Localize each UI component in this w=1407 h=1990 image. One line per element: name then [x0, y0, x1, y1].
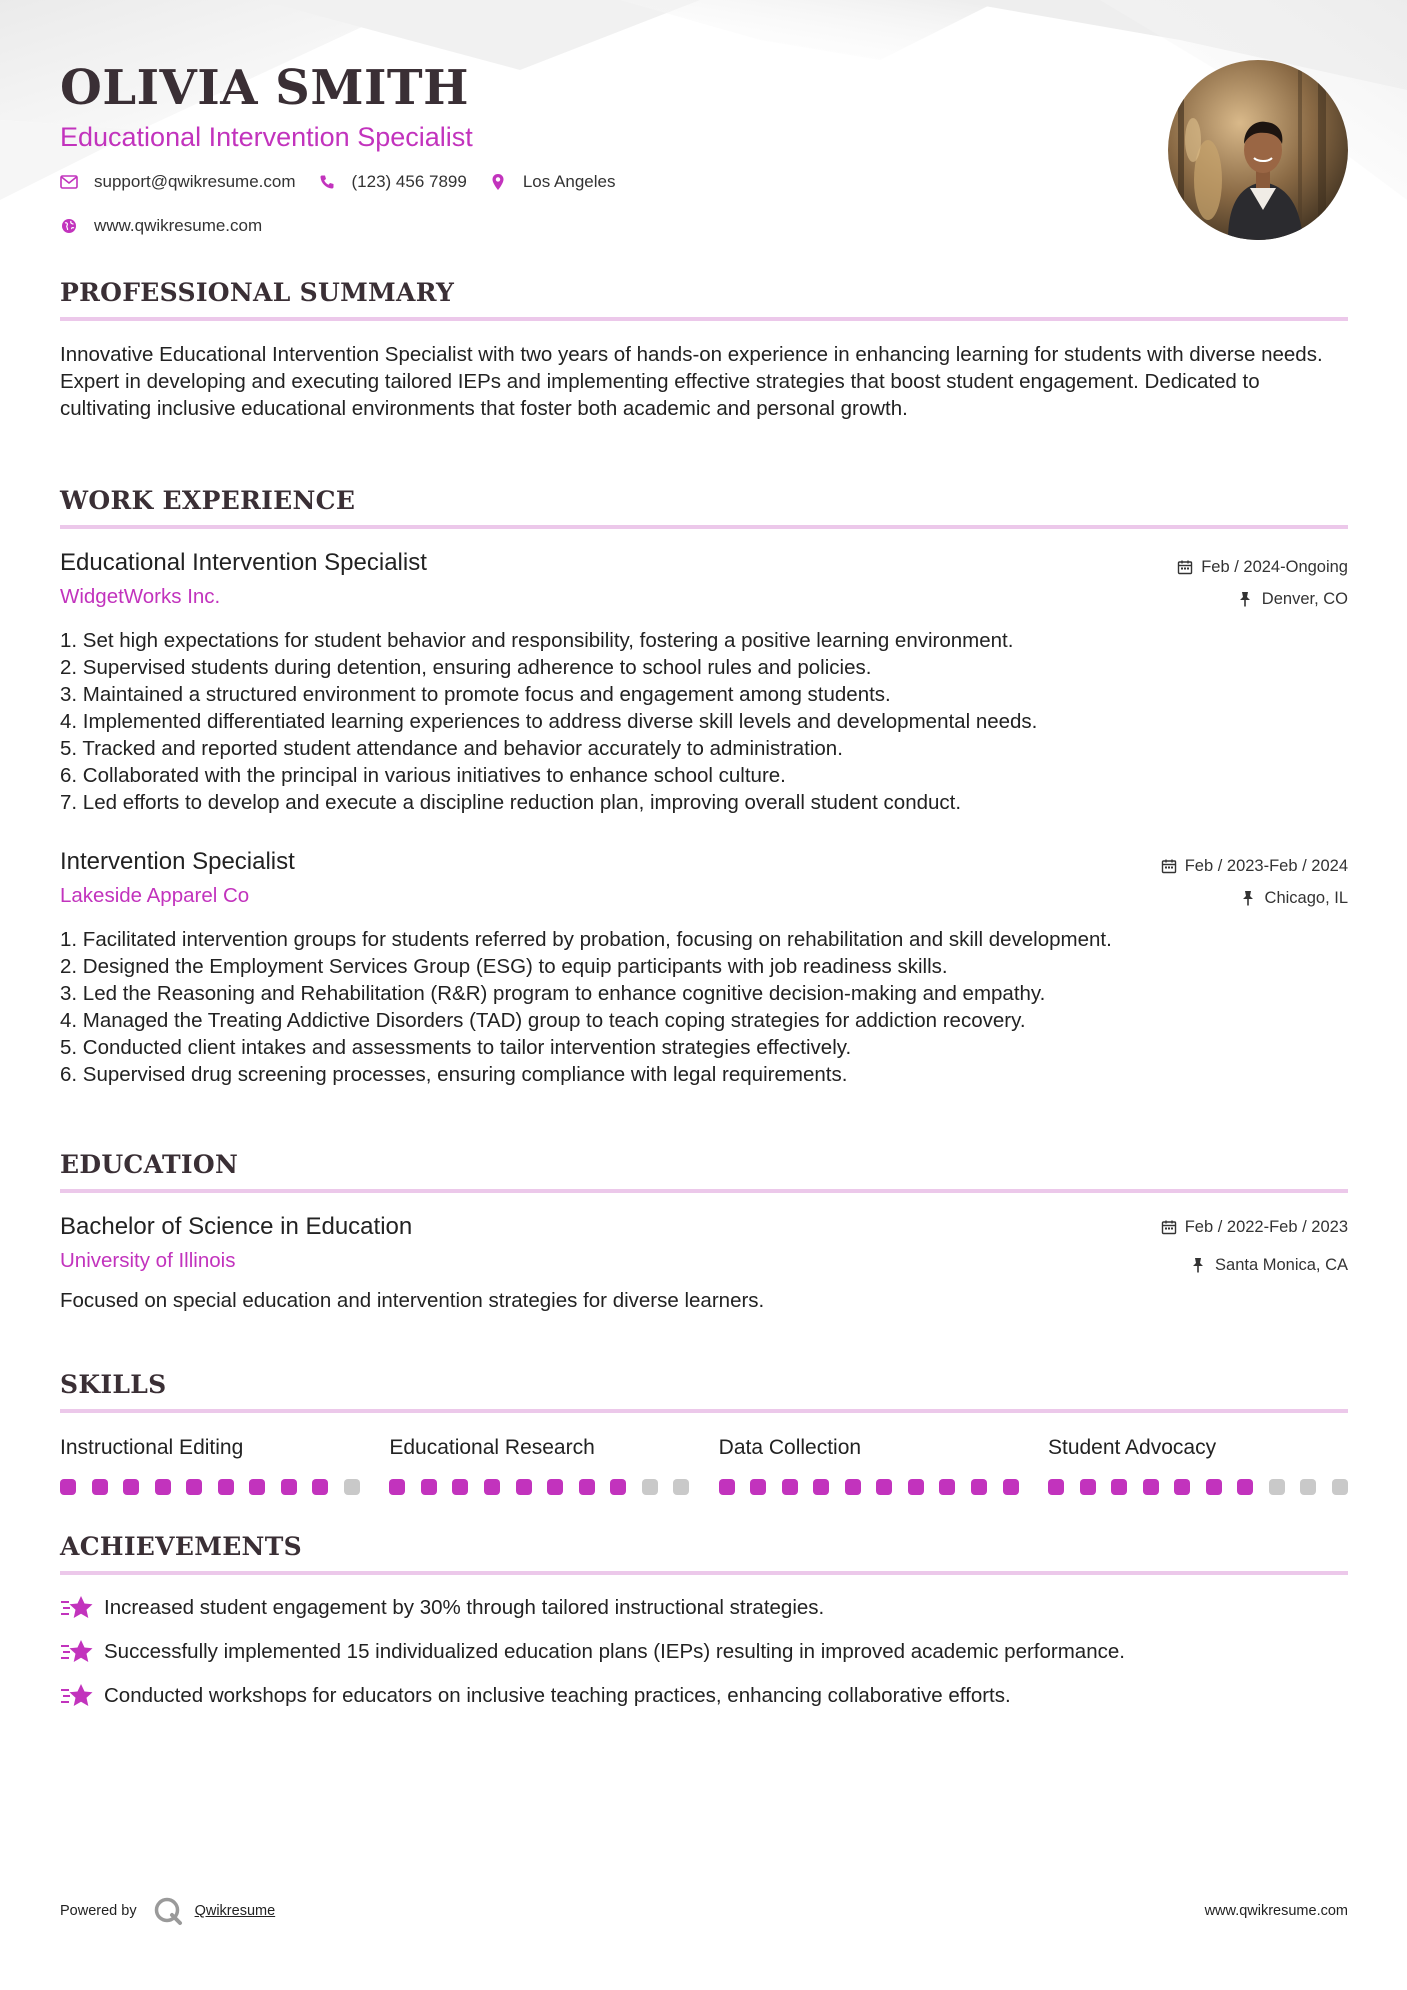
skill-dot-filled	[92, 1479, 108, 1495]
summary-section	[60, 278, 1348, 422]
skill-item	[60, 1435, 360, 1495]
job-bullet: 2. Designed the Employment Services Group (ESG) to equip participants with job readiness skills.	[60, 955, 948, 978]
job-location-text: Chicago, IL	[1264, 888, 1348, 907]
phone-icon	[318, 173, 336, 191]
skill-item	[719, 1435, 1019, 1495]
achievement-text: Successfully implemented 15 individualized education plans (IEPs) resulting in improved academic performance.	[104, 1640, 1125, 1663]
skill-dot-filled	[1080, 1479, 1096, 1495]
achievement-item	[60, 1637, 1348, 1667]
job-location	[1177, 587, 1348, 611]
powered-by	[60, 1896, 275, 1926]
job-location-text: Denver, CO	[1261, 589, 1348, 608]
website-text: www.qwikresume.com	[94, 216, 263, 235]
pushpin-icon	[1191, 1257, 1207, 1273]
education-section	[60, 1150, 1348, 1314]
brand-link[interactable]: Qwikresume	[194, 1903, 276, 1919]
job-bullet: 5. Conducted client intakes and assessments to tailor intervention strategies effectively.	[60, 1036, 852, 1059]
skill-dot-filled	[610, 1479, 626, 1495]
map-pin-icon	[489, 173, 507, 191]
email-text: support@qwikresume.com	[94, 172, 296, 191]
skill-rating	[389, 1479, 689, 1495]
skills-section	[60, 1370, 1348, 1495]
skill-dot-filled	[845, 1479, 861, 1495]
skill-dot-filled	[1206, 1479, 1222, 1495]
job-company: Lakeside Apparel Co	[60, 884, 250, 907]
skill-item	[389, 1435, 689, 1495]
school-name: University of Illinois	[60, 1249, 236, 1272]
contact-location	[489, 172, 616, 192]
skill-dot-filled	[312, 1479, 328, 1495]
skill-dot-filled	[155, 1479, 171, 1495]
skill-dot-filled	[547, 1479, 563, 1495]
education-meta	[1161, 1215, 1348, 1277]
skill-dot-filled	[484, 1479, 500, 1495]
skill-dot-filled	[281, 1479, 297, 1495]
skill-dot-filled	[1048, 1479, 1064, 1495]
work-experience-section	[60, 486, 1348, 1088]
job-bullet: 3. Maintained a structured environment to promote focus and engagement among students.	[60, 683, 891, 706]
phone-text: (123) 456 7899	[351, 172, 467, 191]
skill-dot-filled	[1237, 1479, 1253, 1495]
footer-website[interactable]: www.qwikresume.com	[1204, 1903, 1348, 1919]
skill-dot-filled	[452, 1479, 468, 1495]
summary-heading: PROFESSIONAL SUMMARY	[60, 278, 1348, 321]
skill-dot-empty	[1300, 1479, 1316, 1495]
footer	[60, 1896, 1348, 1926]
skills-grid	[60, 1435, 1348, 1495]
job-bullets	[60, 627, 1348, 816]
achievement-item	[60, 1593, 1348, 1623]
education-dates-text: Feb / 2022-Feb / 2023	[1184, 1217, 1348, 1236]
job-dates	[1161, 854, 1348, 878]
job-bullet: 2. Supervised students during detention, ensuring adherence to school rules and policies.	[60, 656, 872, 679]
job-bullet: 3. Led the Reasoning and Rehabilitation (R&R) program to enhance cognitive decision-making and empathy.	[60, 982, 1046, 1005]
job-entry	[60, 846, 1348, 1088]
job-dates-text: Feb / 2023-Feb / 2024	[1184, 856, 1348, 875]
skill-dot-filled	[719, 1479, 735, 1495]
skill-dot-empty	[642, 1479, 658, 1495]
education-heading: EDUCATION	[60, 1150, 1348, 1193]
qwikresume-logo-icon	[153, 1896, 183, 1926]
skill-dot-filled	[813, 1479, 829, 1495]
candidate-title: Educational Intervention Specialist	[60, 122, 473, 152]
job-entry	[60, 547, 1348, 816]
job-location	[1161, 886, 1348, 910]
skill-dot-filled	[123, 1479, 139, 1495]
job-bullet: 5. Tracked and reported student attendance and behavior accurately to administration.	[60, 737, 843, 760]
skill-rating	[719, 1479, 1019, 1495]
achievements-list	[60, 1593, 1348, 1711]
skill-dot-filled	[249, 1479, 265, 1495]
profile-photo	[1168, 60, 1348, 240]
pushpin-icon	[1238, 591, 1254, 607]
contact-row-web	[60, 216, 637, 236]
skill-dot-filled	[60, 1479, 76, 1495]
skill-name: Educational Research	[389, 1436, 595, 1459]
education-location-text: Santa Monica, CA	[1215, 1255, 1348, 1274]
contact-row	[60, 172, 637, 192]
contact-phone[interactable]	[318, 172, 467, 192]
skill-dot-filled	[579, 1479, 595, 1495]
achievement-text: Conducted workshops for educators on inclusive teaching practices, enhancing collaborative efforts.	[104, 1684, 1011, 1707]
skill-dot-empty	[1332, 1479, 1348, 1495]
skill-dot-filled	[186, 1479, 202, 1495]
globe-icon	[60, 217, 78, 235]
skill-dot-filled	[389, 1479, 405, 1495]
contact-website[interactable]	[60, 216, 262, 236]
job-bullet: 6. Collaborated with the principal in various initiatives to enhance school culture.	[60, 764, 786, 787]
skill-dot-filled	[1111, 1479, 1127, 1495]
skill-rating	[60, 1479, 360, 1495]
calendar-icon	[1161, 858, 1177, 874]
achievements-section	[60, 1532, 1348, 1711]
skill-dot-filled	[218, 1479, 234, 1495]
contact-email[interactable]	[60, 172, 296, 192]
achievements-heading: ACHIEVEMENTS	[60, 1532, 1348, 1575]
job-company: WidgetWorks Inc.	[60, 585, 221, 608]
skill-dot-filled	[750, 1479, 766, 1495]
achievement-item	[60, 1681, 1348, 1711]
job-bullet: 6. Supervised drug screening processes, ensuring compliance with legal requirements.	[60, 1063, 848, 1086]
job-meta	[1177, 555, 1348, 611]
job-bullet: 4. Implemented differentiated learning experiences to address diverse skill levels and developmental needs.	[60, 710, 1038, 733]
skill-dot-filled	[908, 1479, 924, 1495]
job-bullet: 1. Set high expectations for student behavior and responsibility, fostering a positive learning environment.	[60, 629, 1014, 652]
job-meta	[1161, 854, 1348, 910]
skill-item	[1048, 1435, 1348, 1495]
calendar-icon	[1177, 559, 1193, 575]
skill-dot-filled	[876, 1479, 892, 1495]
job-title: Educational Intervention Specialist	[60, 549, 427, 576]
skill-dot-filled	[516, 1479, 532, 1495]
job-bullets	[60, 926, 1348, 1088]
star-icon	[60, 1593, 94, 1623]
job-bullet: 1. Facilitated intervention groups for students referred by probation, focusing on rehabilitation and skill development.	[60, 928, 1112, 951]
summary-text: Innovative Educational Intervention Specialist with two years of hands-on experience in enhancing learning for students with diverse needs. Expert in developing and executing tailored IEPs and implementing effective strategies that boost student engagement. Dedicated to cultivating inclusive educational environments that foster both academic and personal growth.	[60, 343, 1323, 420]
education-dates	[1161, 1215, 1348, 1239]
skill-name: Data Collection	[718, 1436, 862, 1459]
pushpin-icon	[1241, 890, 1257, 906]
skill-dot-filled	[421, 1479, 437, 1495]
skill-dot-filled	[1143, 1479, 1159, 1495]
skills-heading: SKILLS	[60, 1370, 1348, 1413]
job-dates	[1177, 555, 1348, 579]
education-location	[1161, 1253, 1348, 1277]
job-dates-text: Feb / 2024-Ongoing	[1201, 557, 1348, 576]
resume-header	[60, 58, 637, 236]
skill-dot-filled	[782, 1479, 798, 1495]
calendar-icon	[1161, 1219, 1177, 1235]
candidate-name: OLIVIA SMITH	[60, 60, 469, 116]
star-icon	[60, 1637, 94, 1667]
job-title: Intervention Specialist	[60, 848, 295, 875]
work-heading: WORK EXPERIENCE	[60, 486, 1348, 529]
achievement-text: Increased student engagement by 30% through tailored instructional strategies.	[104, 1596, 825, 1619]
skill-dot-filled	[939, 1479, 955, 1495]
location-text: Los Angeles	[522, 172, 616, 191]
job-bullet: 7. Led efforts to develop and execute a discipline reduction plan, improving overall student conduct.	[60, 791, 962, 814]
skill-rating	[1048, 1479, 1348, 1495]
skill-dot-filled	[971, 1479, 987, 1495]
skill-dot-filled	[1174, 1479, 1190, 1495]
skill-dot-empty	[344, 1479, 360, 1495]
education-description: Focused on special education and intervention strategies for diverse learners.	[60, 1289, 765, 1312]
education-entry	[60, 1211, 1348, 1314]
skill-dot-filled	[1003, 1479, 1019, 1495]
skill-name: Student Advocacy	[1047, 1436, 1217, 1459]
skill-dot-empty	[673, 1479, 689, 1495]
skill-name: Instructional Editing	[60, 1436, 244, 1459]
envelope-icon	[60, 173, 78, 191]
powered-by-label: Powered by	[60, 1903, 137, 1919]
job-bullet: 4. Managed the Treating Addictive Disorders (TAD) group to teach coping strategies for addiction recovery.	[60, 1009, 1026, 1032]
skill-dot-empty	[1269, 1479, 1285, 1495]
star-icon	[60, 1681, 94, 1711]
degree-title: Bachelor of Science in Education	[60, 1213, 413, 1240]
